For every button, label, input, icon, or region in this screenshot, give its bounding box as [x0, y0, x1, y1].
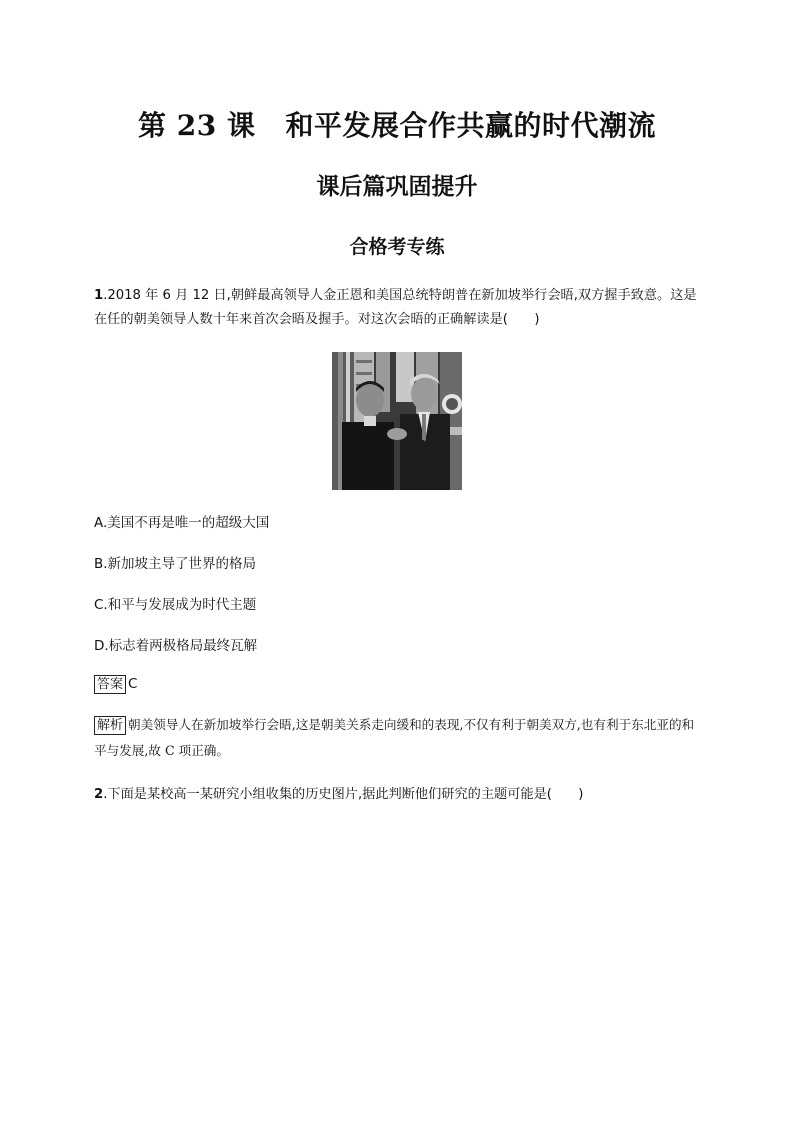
lesson-number: 第 23 课 [138, 109, 256, 142]
question-2 [94, 783, 704, 807]
answer-line [94, 675, 137, 694]
option-a: A.美国不再是唯一的超级大国 [94, 515, 270, 531]
lesson-title [0, 104, 794, 144]
question-number: 1 [94, 288, 104, 303]
question-number: 2 [94, 787, 104, 802]
page-subtitle: 课后篇巩固提升 [316, 173, 478, 200]
analysis-tag: 解析 [94, 716, 126, 735]
question-text: .2018 年 6 月 12 日,朝鲜最高领导人金正恩和美国总统特朗普在新加坡举行会晤,双方握手致意。这是在任的朝美领导人数十年来首次会晤及握手。对这次会晤的正确解读是( ) [94, 288, 697, 327]
question-1 [94, 284, 704, 332]
answer-value: C [128, 676, 138, 692]
answer-tag: 答案 [94, 675, 126, 694]
option-b: B.新加坡主导了世界的格局 [94, 556, 257, 572]
option-c: C.和平与发展成为时代主题 [94, 597, 257, 613]
analysis-block [94, 712, 700, 764]
analysis-text: 朝美领导人在新加坡举行会晤,这是朝美关系走向缓和的表现,不仅有利于朝美双方,也有利于东北亚的和平与发展,故 C 项正确。 [94, 717, 695, 758]
handshake-photo [332, 352, 462, 490]
option-d: D.标志着两极格局最终瓦解 [94, 638, 258, 654]
section-heading: 合格考专练 [349, 236, 445, 258]
question-text: .下面是某校高一某研究小组收集的历史图片,据此判断他们研究的主题可能是( ) [103, 787, 584, 802]
lesson-name: 和平发展合作共赢的时代潮流 [285, 109, 656, 142]
